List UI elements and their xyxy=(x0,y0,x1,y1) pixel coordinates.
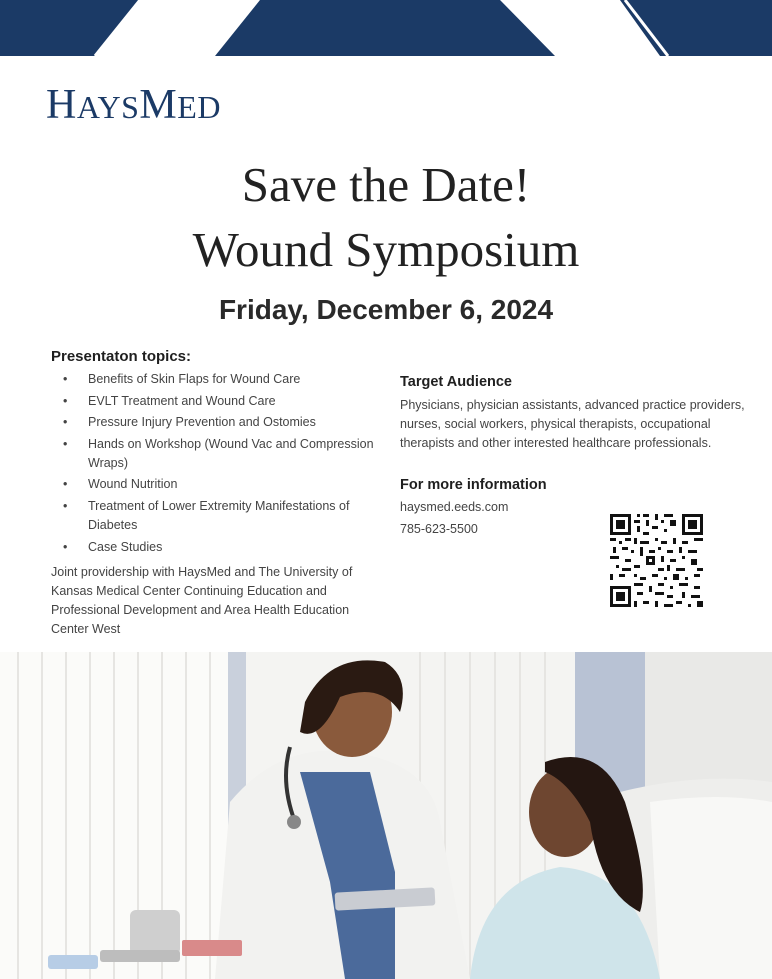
bullet-icon: • xyxy=(63,539,68,554)
bullet-icon: • xyxy=(63,372,68,386)
bullet-icon: • xyxy=(63,436,68,451)
event-date: Friday, December 6, 2024 xyxy=(218,294,554,325)
target-audience-text: Physicians, physician assistants, advanced practice providers, nurses, social workers, physical therapists, occupational therapists and other interested healthcare professionals. xyxy=(400,398,745,450)
topic-text: Pressure Injury Prevention and Ostomies xyxy=(88,415,316,430)
more-info-heading: For more information xyxy=(400,477,547,493)
topic-text: EVLT Treatment and Wound Care xyxy=(88,393,276,408)
bullet-icon: • xyxy=(63,477,68,492)
header-banner xyxy=(0,0,772,56)
bullet-icon: • xyxy=(63,498,68,513)
logo-rest-ed: ED xyxy=(177,89,221,125)
headline-save-the-date: Save the Date! xyxy=(241,157,531,212)
headline-event-name: Wound Symposium xyxy=(192,222,580,277)
list-item xyxy=(51,413,381,432)
topic-text: Case Studies xyxy=(88,539,163,554)
more-info-phone: 785-623-5500 xyxy=(400,522,478,536)
list-item xyxy=(51,475,381,494)
list-item xyxy=(51,497,381,535)
haysmed-logo xyxy=(46,84,221,126)
qr-code-icon[interactable] xyxy=(610,514,703,607)
topic-text: Hands on Workshop (Wound Vac and Compression Wraps) xyxy=(88,436,374,470)
target-audience-heading: Target Audience xyxy=(400,374,512,390)
topic-text: Benefits of Skin Flaps for Wound Care xyxy=(88,372,301,386)
list-item xyxy=(51,370,381,389)
bullet-icon: • xyxy=(63,415,68,430)
topics-list xyxy=(51,370,381,559)
clinic-photo xyxy=(0,652,772,979)
bullet-icon: • xyxy=(63,393,68,408)
topics-heading: Presentaton topics: xyxy=(51,348,192,365)
topic-text: Wound Nutrition xyxy=(88,477,178,492)
logo-cap-m: M xyxy=(139,82,178,128)
logo-rest-ays: AYS xyxy=(76,89,140,125)
more-info-url[interactable]: haysmed.eeds.com xyxy=(400,500,509,514)
joint-providership-note: Joint providership with HaysMed and The University of Kansas Medical Center Continuing Education and Professional Development and Area Health Education Center West xyxy=(51,565,353,636)
topic-text: Treatment of Lower Extremity Manifestations of Diabetes xyxy=(88,498,350,532)
logo-cap-h: H xyxy=(46,82,77,128)
list-item xyxy=(51,392,381,411)
list-item xyxy=(51,538,381,557)
list-item xyxy=(51,435,381,473)
